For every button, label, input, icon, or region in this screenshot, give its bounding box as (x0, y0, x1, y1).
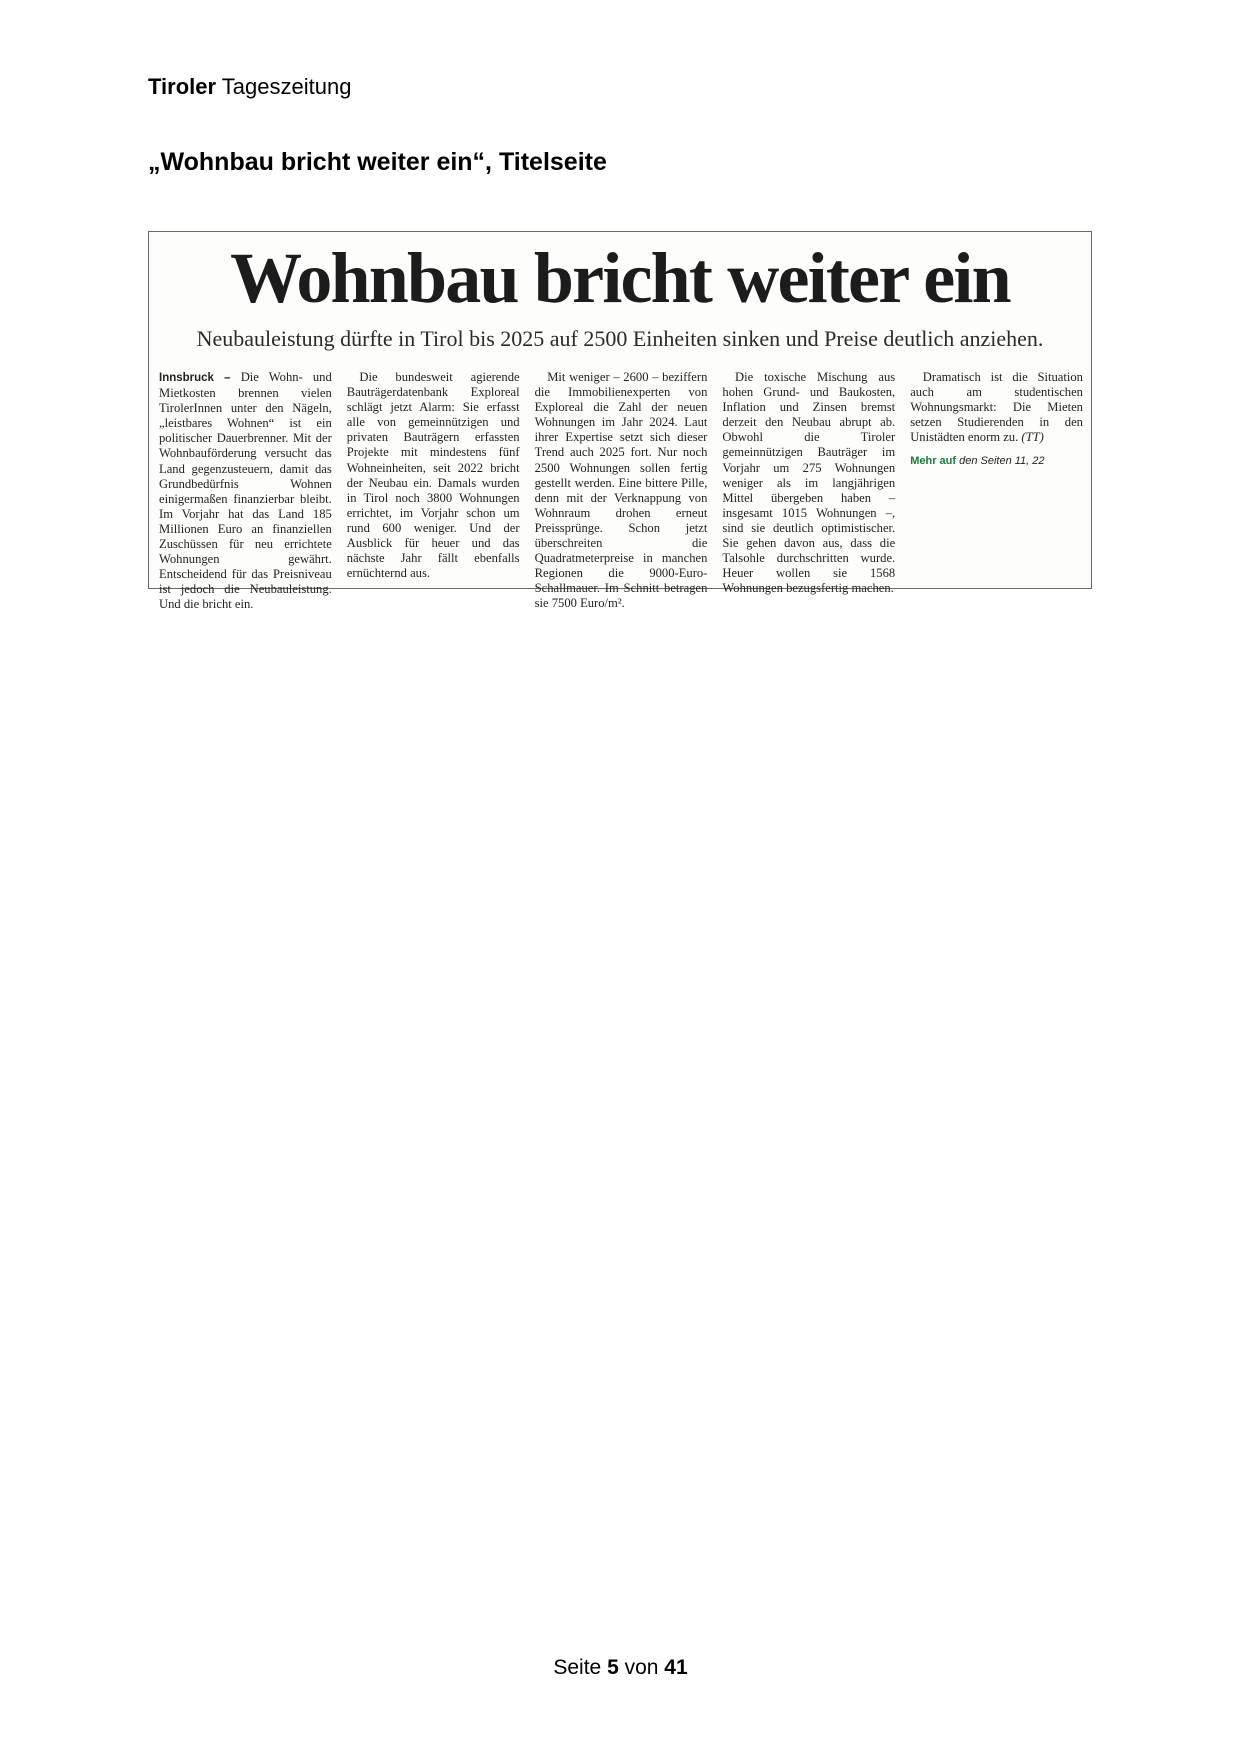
article-column (347, 370, 520, 582)
publication-name-rest: Tageszeitung (221, 74, 352, 99)
article-subheadline: Neubauleistung dürfte in Tirol bis 2025 auf 2500 Einheiten sinken und Preise deutlich anziehen. (196, 326, 1044, 351)
paragraph: Mit weniger – 2600 – beziffern die Immobilienexperten von Exploreal die Zahl der neuen Wohnungen im Jahr 2024. Laut ihrer Expertise setzt sich dieser Trend auch 2025 fort. Nur noch 2500 Wohnungen sollen fertig gestellt werden. Eine bittere Pille, denn mit der Verknappung von Wohnraum drohen erneut Preissprünge. Schon jetzt überschreiten die Quadratmeterpreise in manchen Regionen die 9000-Euro-Schallmauer. Im Schnitt betragen sie 7500 Euro/m². (534, 370, 708, 611)
page-prefix: Seite (553, 1656, 602, 1679)
paragraph: Die bundesweit agierende Bauträgerdatenbank Exploreal schlägt jetzt Alarm: Sie erfasst alle von gemeinnützigen und privaten Bauträgern erfassten Projekte mit mindestens fünf Wohneinheiten, seit 2022 bricht der Neubau ein. Damals wurden in Tirol noch 3800 Wohnungen errichtet, im Vorjahr schon um rund 600 weniger. Und der Ausblick für heuer und das nächste Jahr fällt ebenfalls ernüchternd aus. (346, 370, 520, 581)
article-column (534, 370, 708, 611)
publication-name-bold: Tiroler (148, 74, 217, 99)
page-total: 41 (664, 1656, 688, 1679)
article-column (910, 370, 1083, 582)
page-reference (910, 454, 1083, 469)
page-mid: von (624, 1656, 659, 1679)
more-pages: den Seiten 11, 22 (959, 455, 1045, 468)
paragraph-text: Die Wohn- und Mietkosten brennen vielen TirolerInnen unter den Nägeln, „leistbares Wohnen“ ist ein politischer Dauerbrenner. Mit der Wohnbauförderung versucht das Land gegenzusteuern, damit das Grundbedürfnis Wohnen einigermaßen finanzierbar bleibt. Im Vorjahr hat das Land 185 Millionen Euro an finanziellen Zuschüssen für neu errichtete Wohnungen gewährt. Entscheidend für das Preisniveau ist jedoch die Neubauleistung. Und die bricht ein. (159, 370, 332, 612)
article-body (159, 370, 1083, 612)
paragraph (910, 370, 1083, 445)
newspaper-clipping (148, 231, 1092, 612)
page-current: 5 (607, 1656, 619, 1679)
article-column (159, 370, 332, 612)
more-label: Mehr auf (910, 455, 957, 468)
paragraph: Die toxische Mischung aus hohen Grund- und Baukosten, Inflation und Zinsen bremst derzeit den Neubau abrupt ab. Obwohl die Tiroler gemeinnützigen Bauträger im Vorjahr um 275 Wohnungen weniger als im langjährigen Mittel übergeben haben – insgesamt 1015 Wohnungen –, sind sie deutlich optimistischer. Sie gehen davon aus, dass die Talsohle durchschritten wurde. Heuer wollen sie 1568 Wohnungen bezugsfertig machen. (722, 370, 896, 596)
article-headline: Wohnbau bricht weiter ein (230, 238, 1010, 318)
dateline: Innsbruck – (159, 372, 231, 384)
paragraph (159, 370, 332, 613)
byline: (TT) (1021, 430, 1044, 445)
document-title: „Wohnbau bricht weiter ein“, Titelseite (148, 148, 607, 176)
publication-name (148, 74, 351, 100)
paragraph-text: Dramatisch ist die Situation auch am studentischen Wohnungsmarkt: Die Mieten setzen Studierenden in den Unistädten enorm zu. (910, 370, 1083, 445)
page-number (0, 1656, 1241, 1680)
article-column (722, 370, 896, 596)
